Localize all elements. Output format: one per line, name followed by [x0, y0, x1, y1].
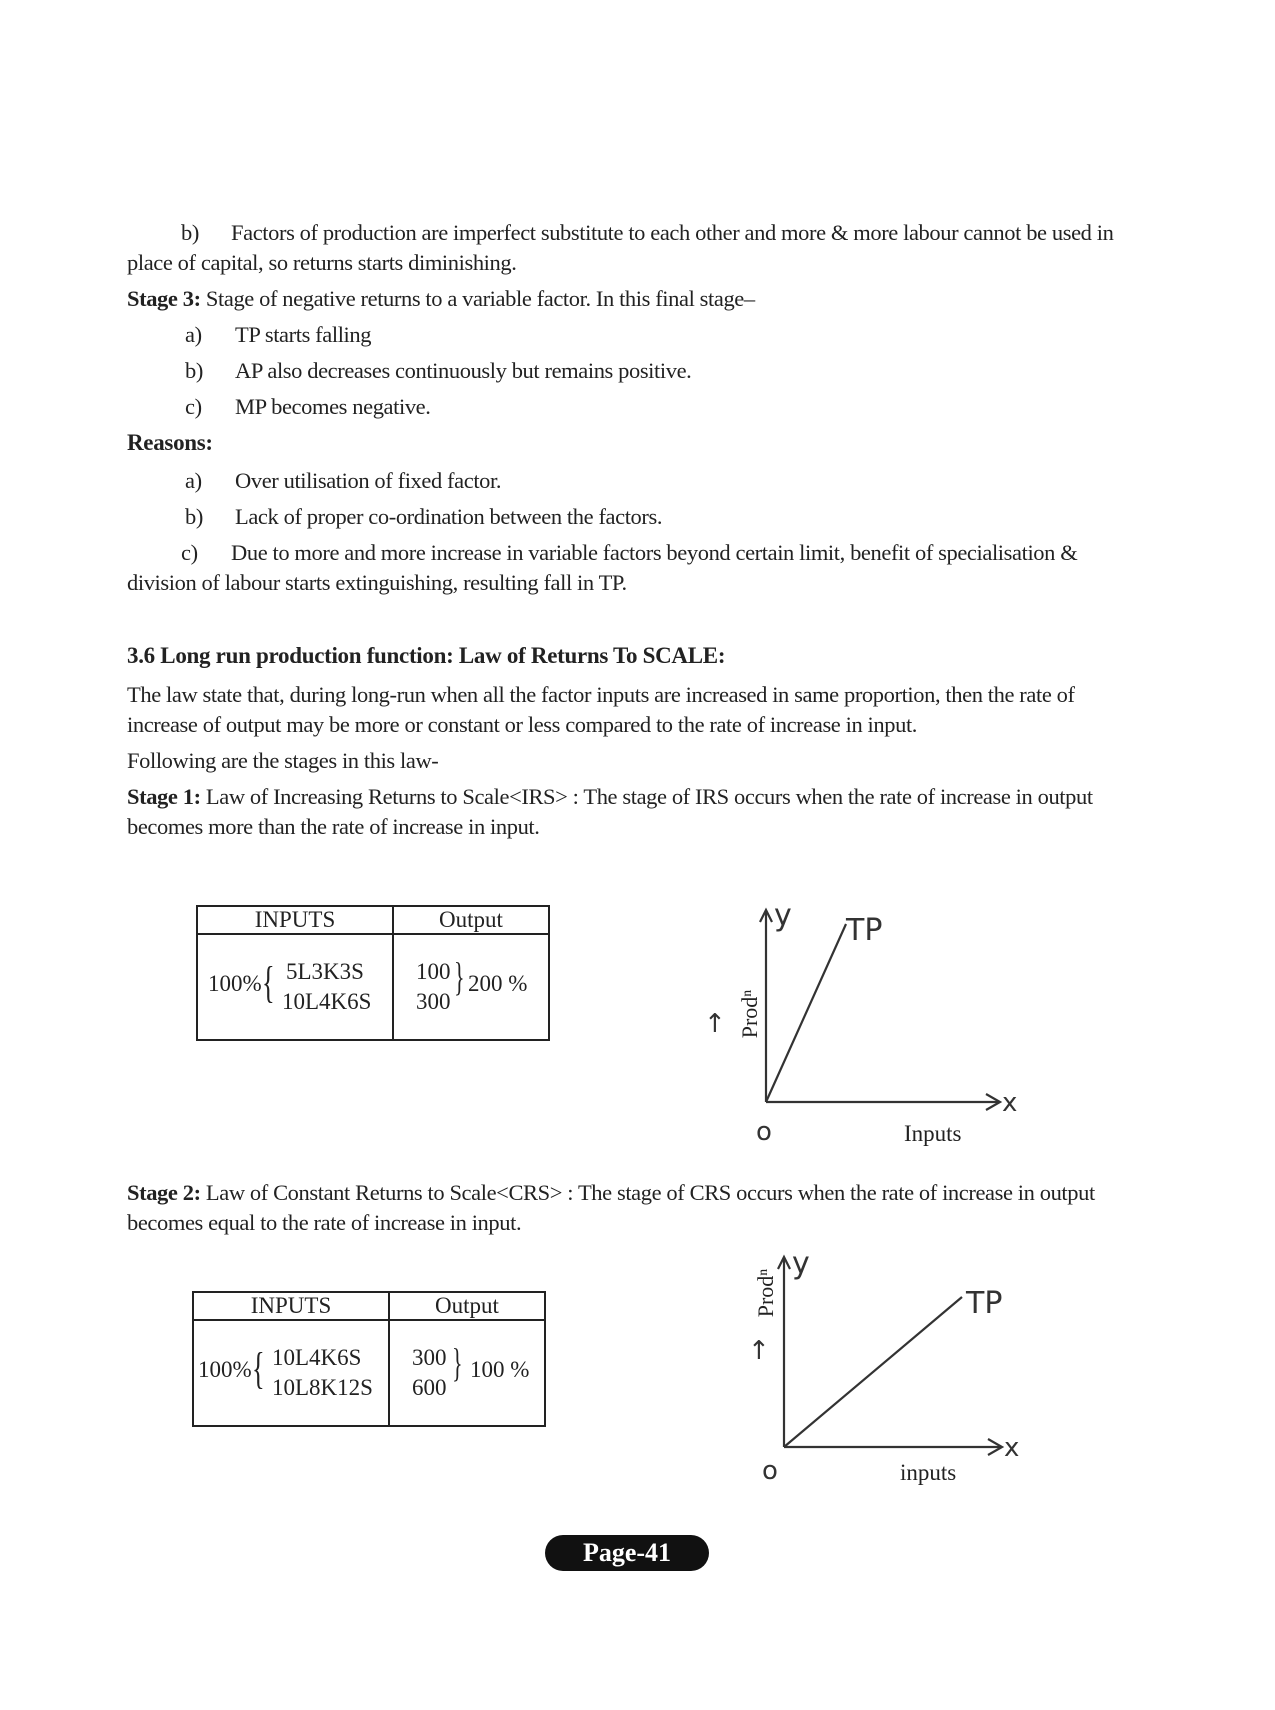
paragraph-text: Factors of production are imperfect substitute to each other and more & more labour cannot be used in place of capital, so returns starts diminishing. — [127, 220, 1114, 275]
list-label: b) — [185, 504, 203, 529]
input-combos — [282, 957, 371, 1017]
stage1-label: Stage 1: — [127, 784, 201, 809]
irs-graph — [690, 890, 1030, 1150]
stage3-label: Stage 3: — [127, 286, 201, 311]
inputs-header: INPUTS — [250, 1293, 332, 1318]
left-brace: { — [262, 958, 275, 1007]
stage2-label: Stage 2: — [127, 1180, 201, 1205]
up-arrow-icon: ↑ — [704, 1009, 726, 1039]
right-brace: } — [454, 954, 465, 999]
output-values — [412, 1343, 447, 1403]
list-text: Lack of proper co-ordination between the factors. — [235, 504, 663, 529]
y-axis-label: Prodⁿ — [753, 1268, 778, 1318]
crs-graph — [700, 1235, 1040, 1495]
reason-c-paragraph — [127, 538, 1127, 598]
up-arrow-icon: ↑ — [748, 1336, 770, 1366]
list-label: b) — [181, 220, 199, 245]
stage3-paragraph — [127, 284, 1127, 314]
output-cell — [389, 1320, 545, 1426]
list-text: AP also decreases continuously but remains positive. — [235, 358, 692, 383]
table-header-cell — [389, 1292, 545, 1320]
input-combo: 10L4K6S — [272, 1345, 362, 1370]
x-axis-label: inputs — [900, 1460, 957, 1485]
crs-table — [192, 1291, 546, 1427]
output-percent: 100 % — [470, 1357, 530, 1382]
curve-label: TP — [966, 1286, 1003, 1321]
output-cell — [393, 934, 549, 1040]
section-heading: 3.6 Long run production function: Law of Returns To SCALE: — [127, 643, 726, 668]
stage2-paragraph — [127, 1178, 1127, 1238]
reasons-heading: Reasons: — [127, 430, 213, 455]
y-axis-label: Prodⁿ — [737, 989, 762, 1039]
output-value: 300 — [416, 989, 451, 1014]
paragraph-text: Due to more and more increase in variable factors beyond certain limit, benefit of specialisation & division of labour starts extinguishing, resulting fall in TP. — [127, 540, 1078, 595]
output-header: Output — [439, 907, 503, 932]
right-brace: } — [452, 1340, 463, 1385]
curve-label: TP — [846, 913, 883, 948]
output-value: 600 — [412, 1375, 447, 1400]
output-header: Output — [435, 1293, 499, 1318]
page-number-badge: Page-41 — [545, 1535, 709, 1571]
following-line: Following are the stages in this law- — [127, 748, 439, 773]
law-statement: The law state that, during long-run when all the factor inputs are increased in same proportion, then the rate of increase of output may be more or constant or less compared to the rate of increase in input. — [127, 682, 1075, 737]
output-values — [416, 957, 451, 1017]
irs-table — [196, 905, 550, 1041]
left-brace: { — [252, 1344, 265, 1393]
table-header-cell — [197, 906, 393, 934]
origin-label: o — [762, 1456, 778, 1486]
stage1-paragraph — [127, 782, 1127, 842]
inputs-header: INPUTS — [254, 907, 336, 932]
x-letter: x — [1002, 1088, 1018, 1118]
input-combos — [272, 1343, 373, 1403]
stage2-reason-b — [127, 218, 1127, 278]
x-letter: x — [1004, 1433, 1020, 1463]
tp-line — [784, 1297, 962, 1447]
stage3-text: Stage of negative returns to a variable factor. In this final stage– — [200, 286, 755, 311]
stage2-text: Law of Constant Returns to Scale<CRS> : The stage of CRS occurs when the rate of increase in output becomes equal to the rate of increase in input. — [127, 1180, 1095, 1235]
y-letter: y — [792, 1246, 810, 1281]
input-percent: 100% — [198, 1357, 252, 1382]
x-axis-label: Inputs — [904, 1121, 962, 1146]
list-text: TP starts falling — [235, 322, 372, 347]
inputs-cell — [193, 1320, 389, 1426]
table-header-cell — [193, 1292, 389, 1320]
y-letter: y — [774, 898, 792, 933]
input-combo: 10L8K12S — [272, 1375, 373, 1400]
output-value: 100 — [416, 959, 451, 984]
list-label: c) — [185, 394, 202, 419]
output-value: 300 — [412, 1345, 447, 1370]
list-label: c) — [181, 540, 198, 565]
input-combo: 10L4K6S — [282, 989, 372, 1014]
input-combo: 5L3K3S — [286, 959, 364, 984]
stage1-text: Law of Increasing Returns to Scale<IRS> : The stage of IRS occurs when the rate of increase in output becomes more than the rate of increase in input. — [127, 784, 1093, 839]
list-label: a) — [185, 322, 202, 347]
output-percent: 200 % — [468, 971, 528, 996]
table-header-cell — [393, 906, 549, 934]
list-item — [185, 356, 691, 386]
inputs-cell — [197, 934, 393, 1040]
tp-line — [766, 924, 846, 1102]
list-text: MP becomes negative. — [235, 394, 431, 419]
list-label: a) — [185, 468, 202, 493]
list-item — [185, 466, 501, 496]
list-text: Over utilisation of fixed factor. — [235, 468, 502, 493]
origin-label: o — [756, 1117, 772, 1147]
list-item — [185, 502, 662, 532]
list-item — [185, 392, 431, 422]
input-percent: 100% — [208, 971, 262, 996]
list-item — [185, 320, 371, 350]
list-label: b) — [185, 358, 203, 383]
